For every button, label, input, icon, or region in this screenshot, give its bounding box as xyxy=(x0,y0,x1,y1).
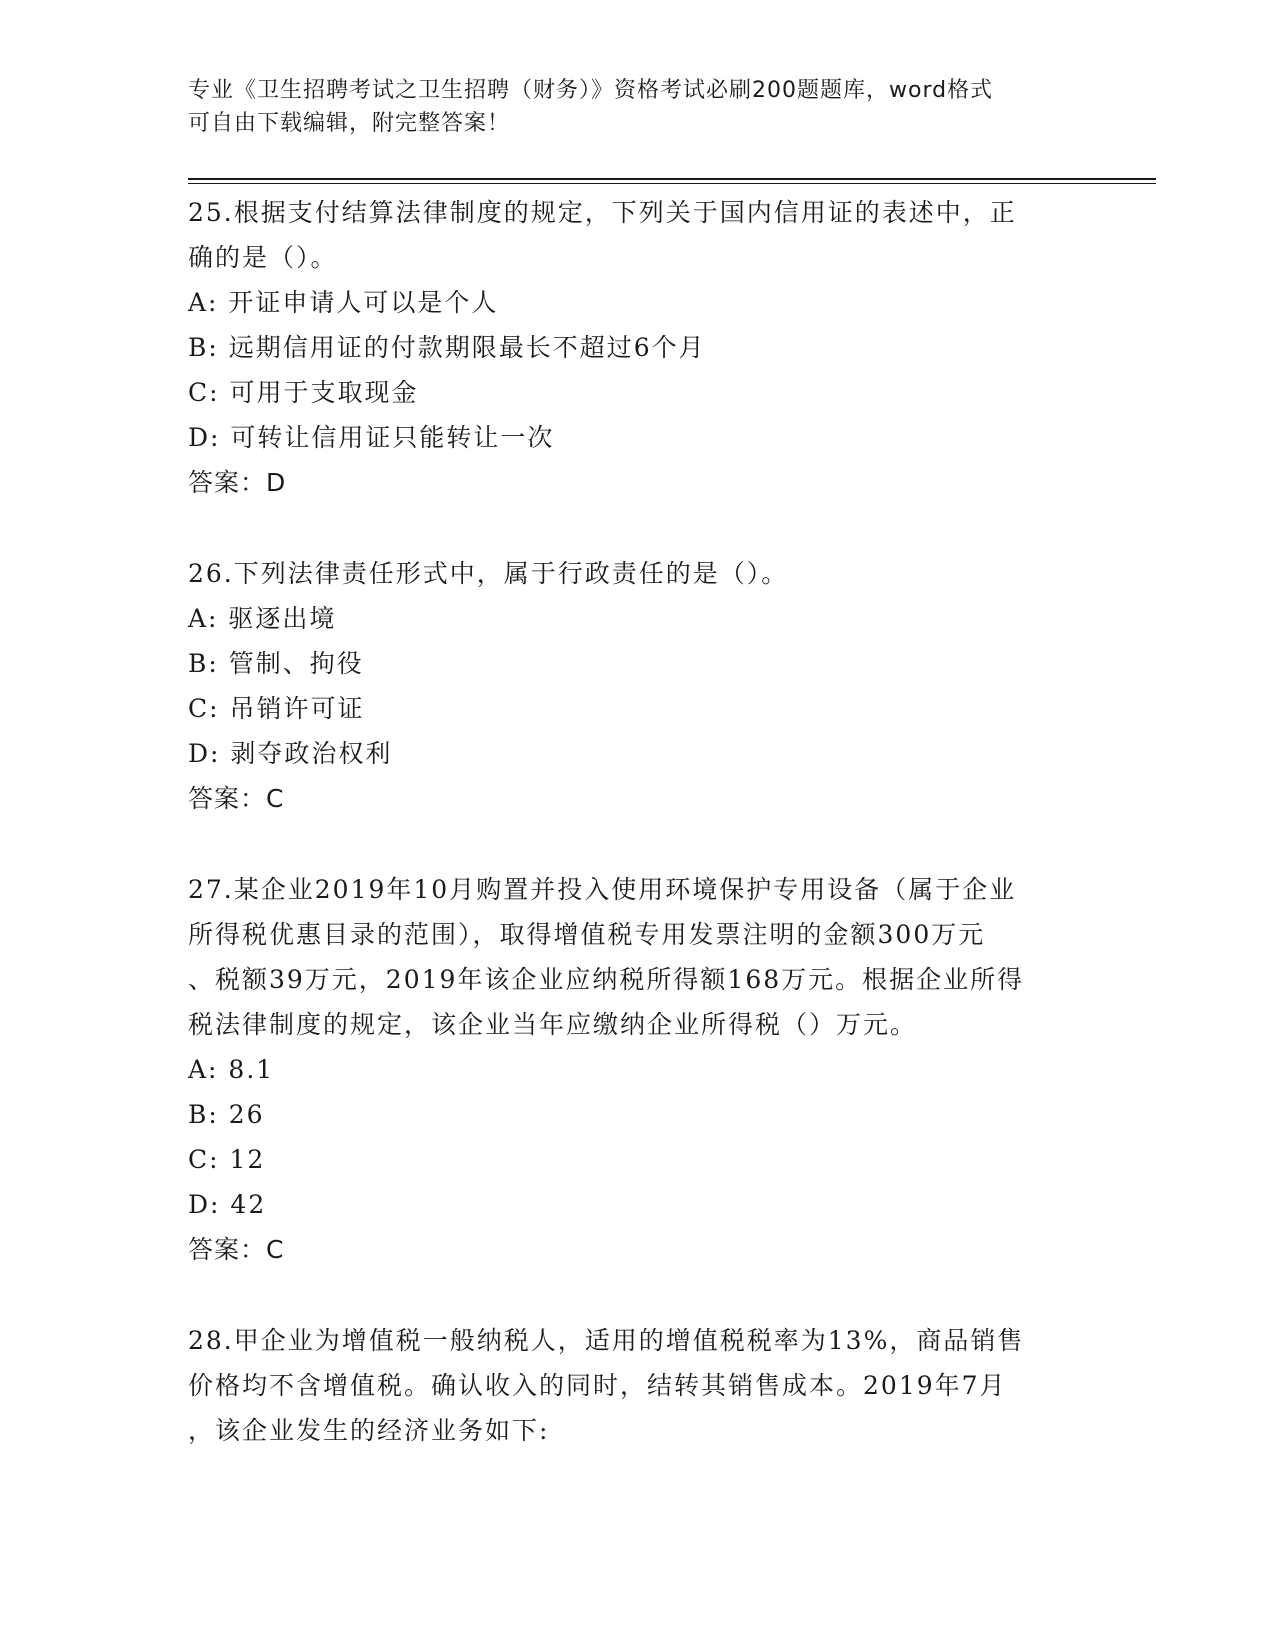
question-27 xyxy=(188,867,1088,1272)
question-spacer xyxy=(188,505,1088,551)
question-spacer xyxy=(188,821,1088,867)
option-d: D: 可转让信用证只能转让一次 xyxy=(188,423,555,452)
header-line-1: 专业《卫生招聘考试之卫生招聘（财务）》资格考试必刷200题题库，word格式 xyxy=(188,78,994,103)
question-text-line: 确的是（）。 xyxy=(188,243,338,272)
question-text-line: 28.甲企业为增值税一般纳税人，适用的增值税税率为13%，商品销售 xyxy=(188,1326,1025,1355)
question-28 xyxy=(188,1318,1088,1453)
question-text-line: 27.某企业2019年10月购置并投入使用环境保护专用设备（属于企业 xyxy=(188,875,1017,904)
option-c: C: 可用于支取现金 xyxy=(188,378,419,407)
question-text-line: 25.根据支付结算法律制度的规定，下列关于国内信用证的表述中，正 xyxy=(188,198,1017,227)
option-b: B: 26 xyxy=(188,1100,265,1129)
question-25 xyxy=(188,190,1088,505)
question-text-line: 26.下列法律责任形式中，属于行政责任的是（）。 xyxy=(188,559,789,588)
header-line-2: 可自由下载编辑，附完整答案！ xyxy=(188,111,511,136)
answer-line: 答案：C xyxy=(188,1235,285,1264)
option-a: A: 驱逐出境 xyxy=(188,604,337,633)
question-list xyxy=(188,190,1088,1453)
option-d: D: 42 xyxy=(188,1190,267,1219)
answer-line: 答案：C xyxy=(188,784,285,813)
question-text-line: 、税额39万元，2019年该企业应纳税所得额168万元。根据企业所得 xyxy=(188,965,1025,994)
question-text-line: 所得税优惠目录的范围），取得增值税专用发票注明的金额300万元 xyxy=(188,920,986,949)
question-spacer xyxy=(188,1272,1088,1318)
question-text-line: 税法律制度的规定，该企业当年应缴纳企业所得税（）万元。 xyxy=(188,1010,918,1039)
header-divider-thick xyxy=(188,178,1156,180)
option-a: A: 8.1 xyxy=(188,1055,275,1084)
option-a: A: 开证申请人可以是个人 xyxy=(188,288,499,317)
option-b: B: 远期信用证的付款期限最长不超过6个月 xyxy=(188,333,706,362)
answer-line: 答案：D xyxy=(188,468,287,497)
option-c: C: 12 xyxy=(188,1145,266,1174)
question-text-line: ，该企业发生的经济业务如下: xyxy=(188,1416,550,1445)
option-b: B: 管制、拘役 xyxy=(188,649,364,678)
option-d: D: 剥夺政治权利 xyxy=(188,739,393,768)
question-26 xyxy=(188,551,1088,821)
question-text-line: 价格均不含增值税。确认收入的同时，结转其销售成本。2019年7月 xyxy=(188,1371,1007,1400)
header-divider-thin xyxy=(188,183,1156,184)
document-header xyxy=(188,74,1068,140)
option-c: C: 吊销许可证 xyxy=(188,694,365,723)
